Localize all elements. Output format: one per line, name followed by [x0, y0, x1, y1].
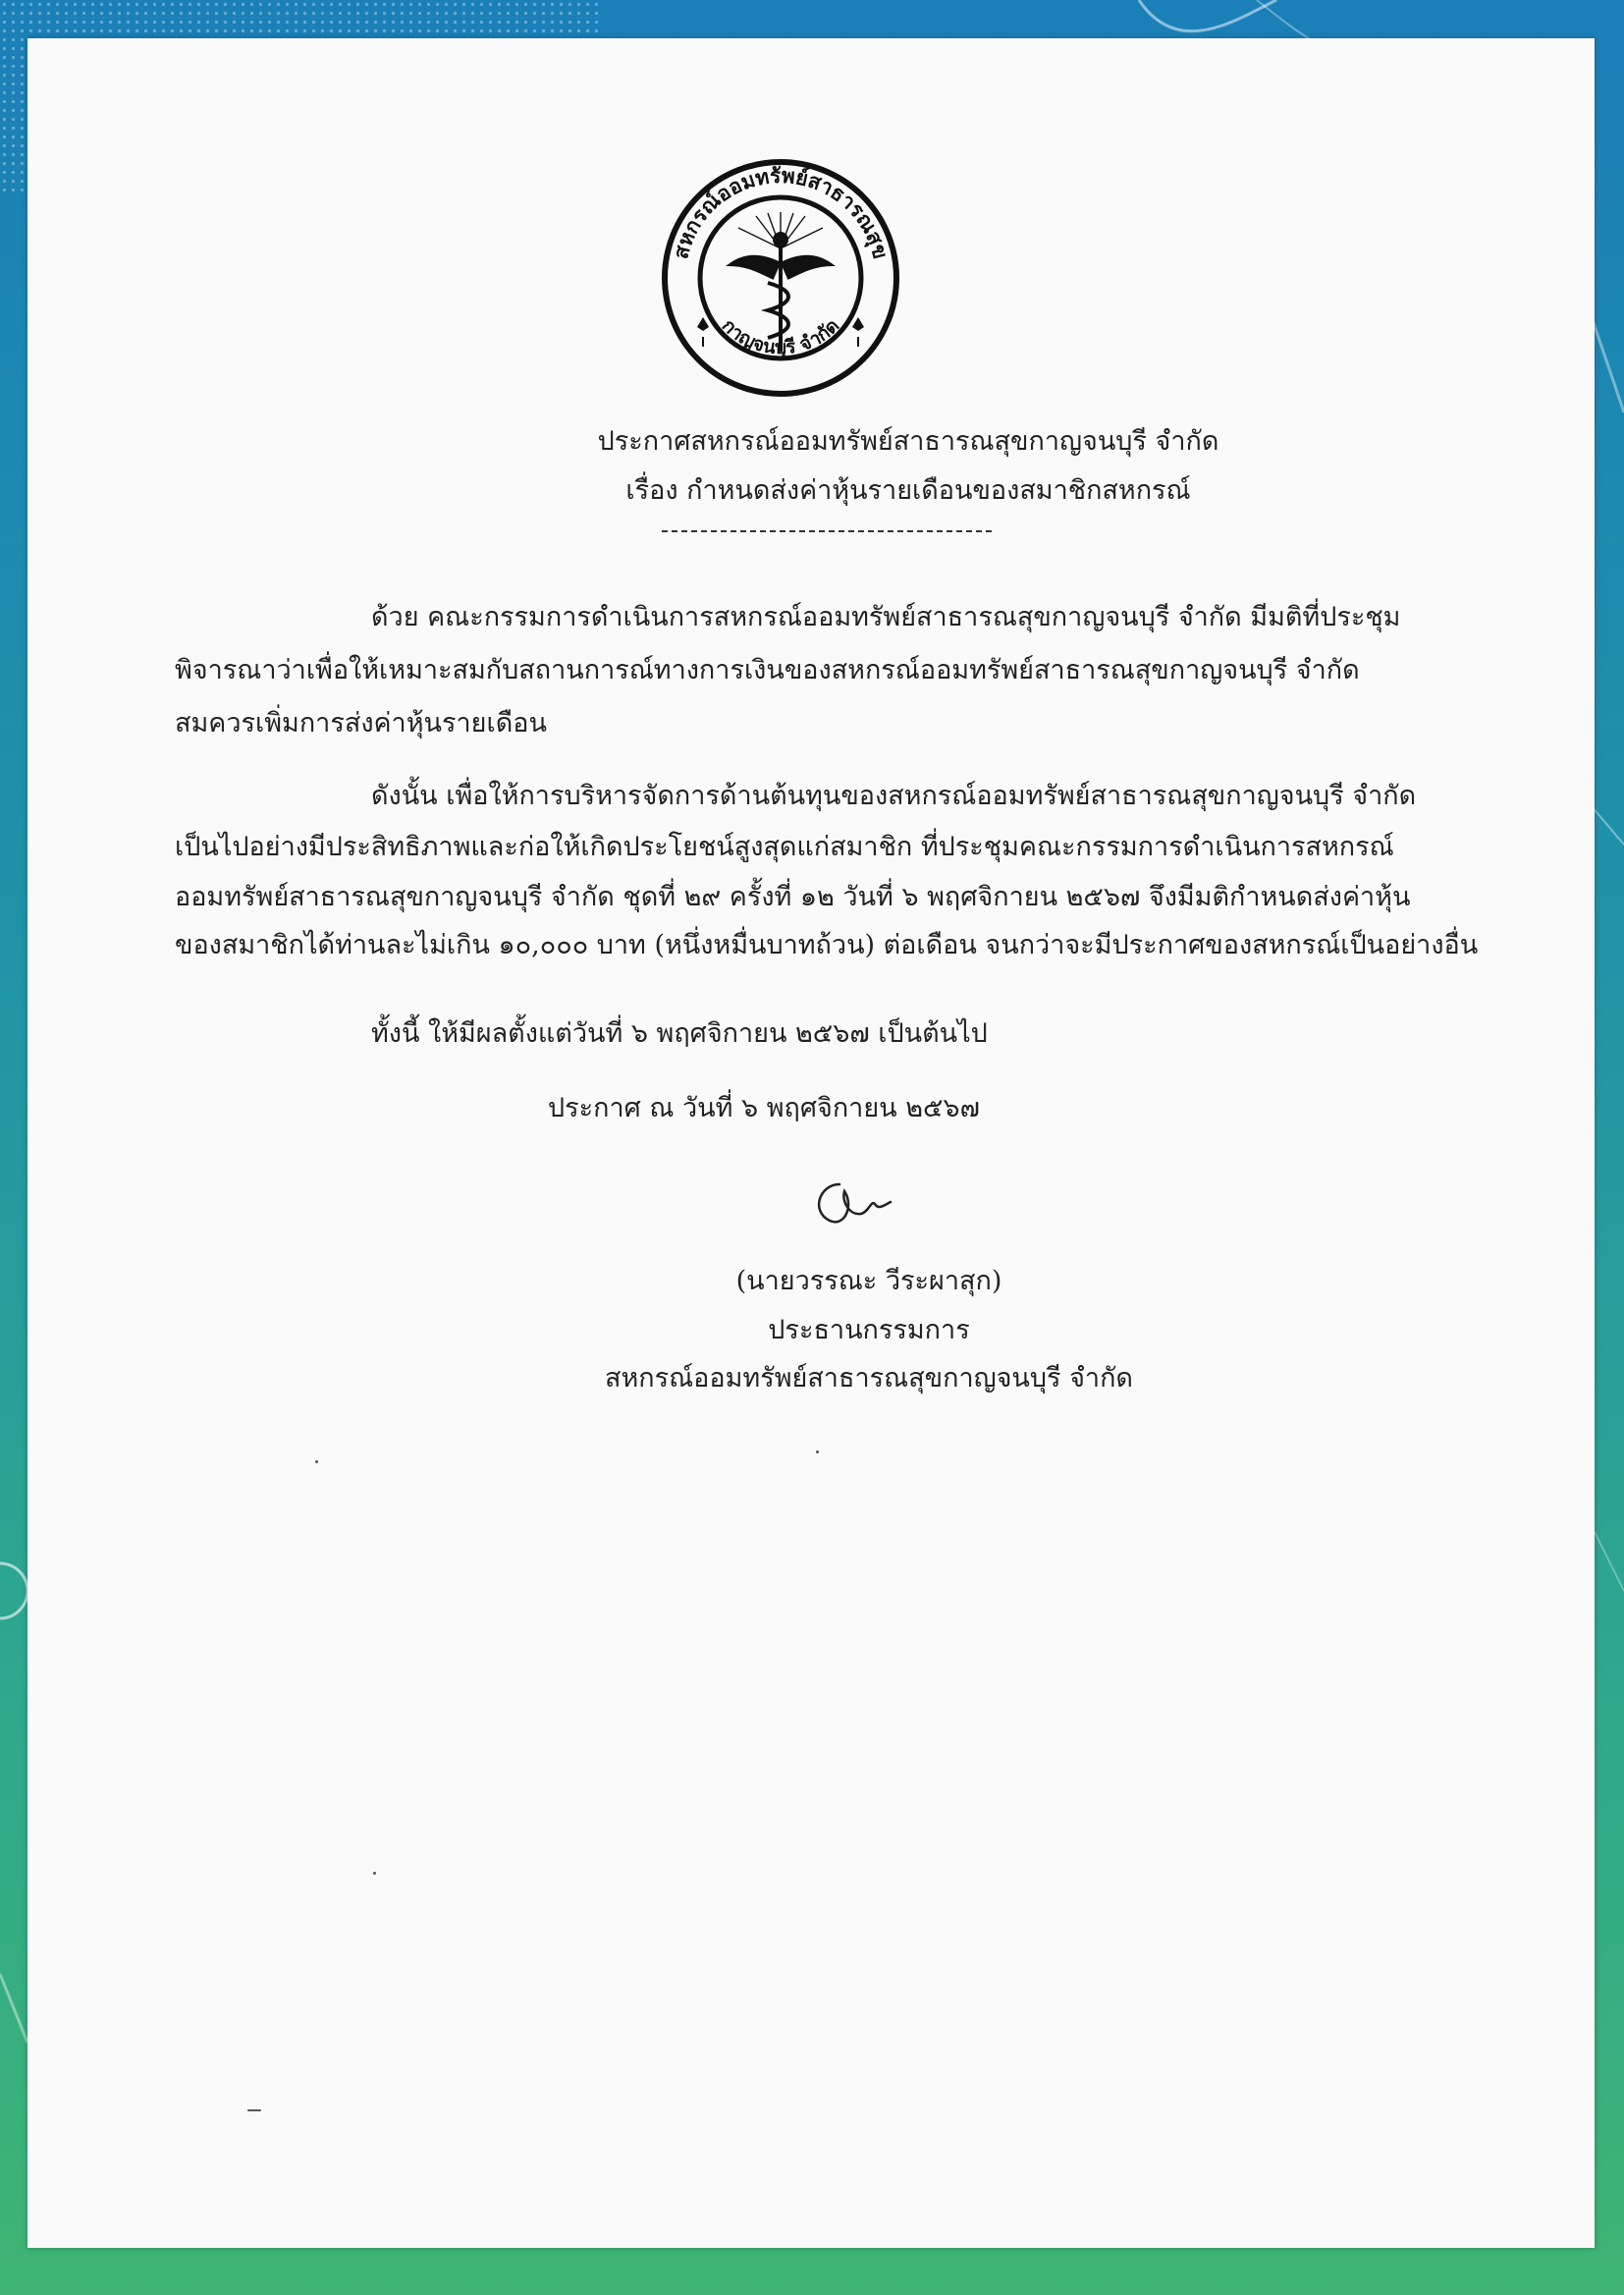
paragraph2-line3: ออมทรัพย์สาธารณสุขกาญจนบุรี จำกัด ชุดที่ ๒๙ ครั้งที่ ๑๒ วันที่ ๖ พฤศจิกายน ๒๕๖๗ จึงมีมติกำหนดส่งค่าหุ้น	[175, 882, 1411, 912]
paragraph1-line2: พิจารณาว่าเพื่อให้เหมาะสมกับสถานการณ์ทางการเงินของสหกรณ์ออมทรัพย์สาธารณสุขกาญจนบุรี จำกัด	[175, 655, 1360, 685]
announcement-subject: เรื่อง กำหนดส่งค่าหุ้นรายเดือนของสมาชิกสหกรณ์	[625, 475, 1191, 506]
cooperative-seal-logo	[658, 155, 903, 401]
scan-speck	[373, 1872, 376, 1875]
scan-speck	[315, 1460, 318, 1463]
signature-mark	[800, 1167, 918, 1235]
signatory-position: ประธานกรรมการ	[768, 1315, 970, 1345]
paragraph2-line1: ดังนั้น เพื่อให้การบริหารจัดการด้านต้นทุนของสหกรณ์ออมทรัพย์สาธารณสุขกาญจนบุรี จำกัด	[371, 781, 1417, 811]
paragraph1-line1: ด้วย คณะกรรมการดำเนินการสหกรณ์ออมทรัพย์สาธารณสุขกาญจนบุรี จำกัด มีมติที่ประชุม	[371, 602, 1401, 632]
paragraph2-line4: ของสมาชิกได้ท่านละไม่เกิน ๑๐,๐๐๐ บาท (หนึ่งหมื่นบาทถ้วน) ต่อเดือน จนกว่าจะมีประกาศของสหกรณ์เป็นอย่างอื่น	[175, 930, 1479, 960]
signatory-name: (นายวรรณะ วีระผาสุก)	[735, 1266, 1002, 1296]
scan-speck	[816, 1450, 819, 1453]
seal-top-text: สหกรณ์ออมทรัพย์สาธารณสุข	[669, 163, 893, 262]
signatory-organization: สหกรณ์ออมทรัพย์สาธารณสุขกาญจนบุรี จำกัด	[605, 1363, 1133, 1393]
divider	[662, 530, 992, 532]
announcement-date: ประกาศ ณ วันที่ ๖ พฤศจิกายน ๒๕๖๗	[548, 1093, 980, 1123]
paragraph1-line3: สมควรเพิ่มการส่งค่าหุ้นรายเดือน	[175, 708, 547, 738]
announcement-title: ประกาศสหกรณ์ออมทรัพย์สาธารณสุขกาญจนบุรี จำกัด	[597, 426, 1219, 457]
paragraph2-line2: เป็นไปอย่างมีประสิทธิภาพและก่อให้เกิดประโยชน์สูงสุดแก่สมาชิก ที่ประชุมคณะกรรมการดำเนินการสหกรณ์	[175, 832, 1394, 862]
effective-date-statement: ทั้งนี้ ให้มีผลตั้งแต่วันที่ ๖ พฤศจิกายน ๒๕๖๗ เป็นต้นไป	[371, 1018, 988, 1049]
scan-speck	[247, 2109, 261, 2111]
seal-bottom-text: กาญจนบุรี จำกัด	[717, 314, 844, 359]
